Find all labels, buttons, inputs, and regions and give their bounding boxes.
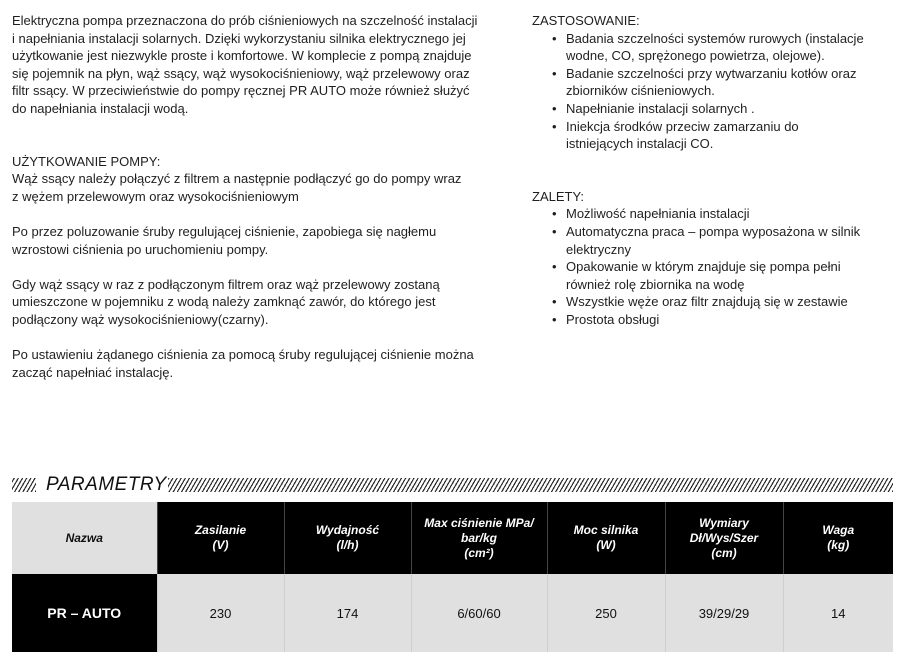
list-item [552,30,892,65]
applications-title: ZASTOSOWANIE: [532,13,640,28]
table-row [12,574,893,652]
usage-line: Po przez poluzowanie śruby regulującej ciśnienie, zapobiega się nagłemu [12,223,437,239]
header-label: Zasilanie [194,523,247,537]
parameters-title-bar [12,474,893,496]
intro-paragraph [12,12,502,118]
header-unit: (V) [212,538,229,552]
features-column [532,12,892,329]
intro-line: filtr ssący. W przeciwieństwie do pompy ręcznej PR AUTO może również służyć [12,83,470,99]
header-cell-name [12,502,157,574]
list-item [552,311,892,329]
list-item [552,223,892,258]
intro-line: i napełniania instalacji solarnych. Dzięki wykorzystaniu silnika elektrycznego jej [12,30,466,46]
bullet-icon: • [552,259,557,275]
header-unit: (l/h) [336,538,359,552]
cell-dimensions: 39/29/29 [665,574,783,652]
list-item-text: Prostota obsługi [566,311,660,327]
usage-line: z wężem przelewowym oraz wysokociśnieniowym [12,188,299,204]
header-label: bar/kg [460,530,497,545]
header-label: Waga [822,523,855,537]
bullet-icon: • [552,100,557,116]
advantages-title: ZALETY: [532,188,585,204]
header-cell-dimensions [665,502,783,574]
list-item-text: zbiorników ciśnieniowych. [566,83,715,99]
usage-paragraph-4 [12,346,502,381]
advantages-list [532,205,892,328]
list-item-text: istniejących instalacji CO. [566,136,714,152]
bullet-icon: • [552,206,557,222]
parameters-table [12,502,893,652]
intro-line: do napełniania instalacji wodą. [12,100,189,116]
cell-max-pressure: 6/60/60 [411,574,547,652]
applications-list [532,30,892,153]
list-item [552,293,892,311]
header-label: Max ciśnienie MPa/ [424,515,534,530]
header-cell-capacity [284,502,411,574]
list-item [552,118,892,153]
bullet-icon: • [552,311,557,327]
bullet-icon: • [552,294,557,310]
hatch-decoration-right [168,478,893,492]
cell-capacity: 174 [284,574,411,652]
header-label: Wydajność [315,523,380,537]
list-item-text: Iniekcja środków przeciw zamarzaniu do [566,118,799,134]
intro-line: użytkowanie jest niezwykle proste i komfortowe. W komplecie z pompą znajduje [12,48,472,64]
description-column [12,12,502,381]
usage-paragraph-2 [12,223,502,258]
usage-line: Wąż ssący należy połączyć z filtrem a następnie podłączyć go do pompy wraz [12,171,462,187]
bullet-icon: • [552,223,557,239]
list-item-text: również rolę zbiornika na wodę [566,276,745,292]
header-cell-weight [783,502,893,574]
parameters-title: PARAMETRY [46,474,167,495]
usage-line: Gdy wąż ssący w raz z podłączonym filtrem oraz wąż przelewowy zostaną [12,276,440,292]
usage-line: wzrostowi ciśnienia po uruchomieniu pompy. [12,241,269,257]
bullet-icon: • [552,65,557,81]
list-item-text: Badanie szczelności przy wytwarzaniu kotłów oraz [566,65,857,81]
cell-weight: 14 [783,574,893,652]
header-cell-motor-power [547,502,665,574]
list-item-text: wodne, CO, sprężonego powietrza, olejowe). [566,48,825,64]
bullet-icon: • [552,30,557,46]
list-item-text: Wszystkie węże oraz filtr znajdują się w zestawie [566,294,848,310]
usage-paragraph-1 [12,170,502,205]
list-item-text: Napełnianie instalacji solarnych . [566,100,755,116]
intro-line: Elektryczna pompa przeznaczona do prób ciśnieniowych na szczelność instalacji [12,13,478,28]
header-cell-max-pressure [411,502,547,574]
header-cell-voltage [157,502,284,574]
table-header-row [12,502,893,574]
list-item [552,205,892,223]
cell-motor-power: 250 [547,574,665,652]
header-unit: (kg) [827,538,850,552]
header-label: Wymiary [699,515,749,530]
header-label: Nazwa [65,531,103,545]
list-item-text: Badania szczelności systemów rurowych (instalacje [566,30,864,46]
list-item-text: Opakowanie w którym znajduje się pompa pełni [566,259,841,275]
cell-voltage: 230 [157,574,284,652]
usage-paragraph-3 [12,276,502,329]
header-label: Moc silnika [573,523,639,537]
usage-line: podłączony wąż wysokociśnieniowy(czarny). [12,311,269,327]
cell-product-name: PR – AUTO [12,574,157,652]
list-item [552,100,892,118]
list-item-text: Możliwość napełniania instalacji [566,206,750,222]
usage-line: zacząć napełniać instalację. [12,364,174,380]
list-item [552,65,892,100]
header-unit: (cm²) [464,545,494,560]
hatch-decoration-left [12,478,36,492]
usage-line: Po ustawieniu żądanego ciśnienia za pomocą śruby regulującej ciśnienie można [12,347,474,363]
header-unit: (W) [596,538,616,552]
header-label: Dł/Wys/Szer [689,530,759,545]
list-item-text: elektryczny [566,241,632,257]
header-unit: (cm) [711,545,737,560]
list-item [552,258,892,293]
list-item-text: Automatyczna praca – pompa wyposażona w silnik [566,223,861,239]
usage-heading: UŻYTKOWANIE POMPY: [12,153,161,169]
usage-line: umieszczone w pojemniku z wodą należy zamknąć zawór, do którego jest [12,294,436,310]
bullet-icon: • [552,118,557,134]
intro-line: się pojemnik na płyn, wąż ssący, wąż wysokociśnieniowy, wąż przelewowy oraz [12,65,470,81]
